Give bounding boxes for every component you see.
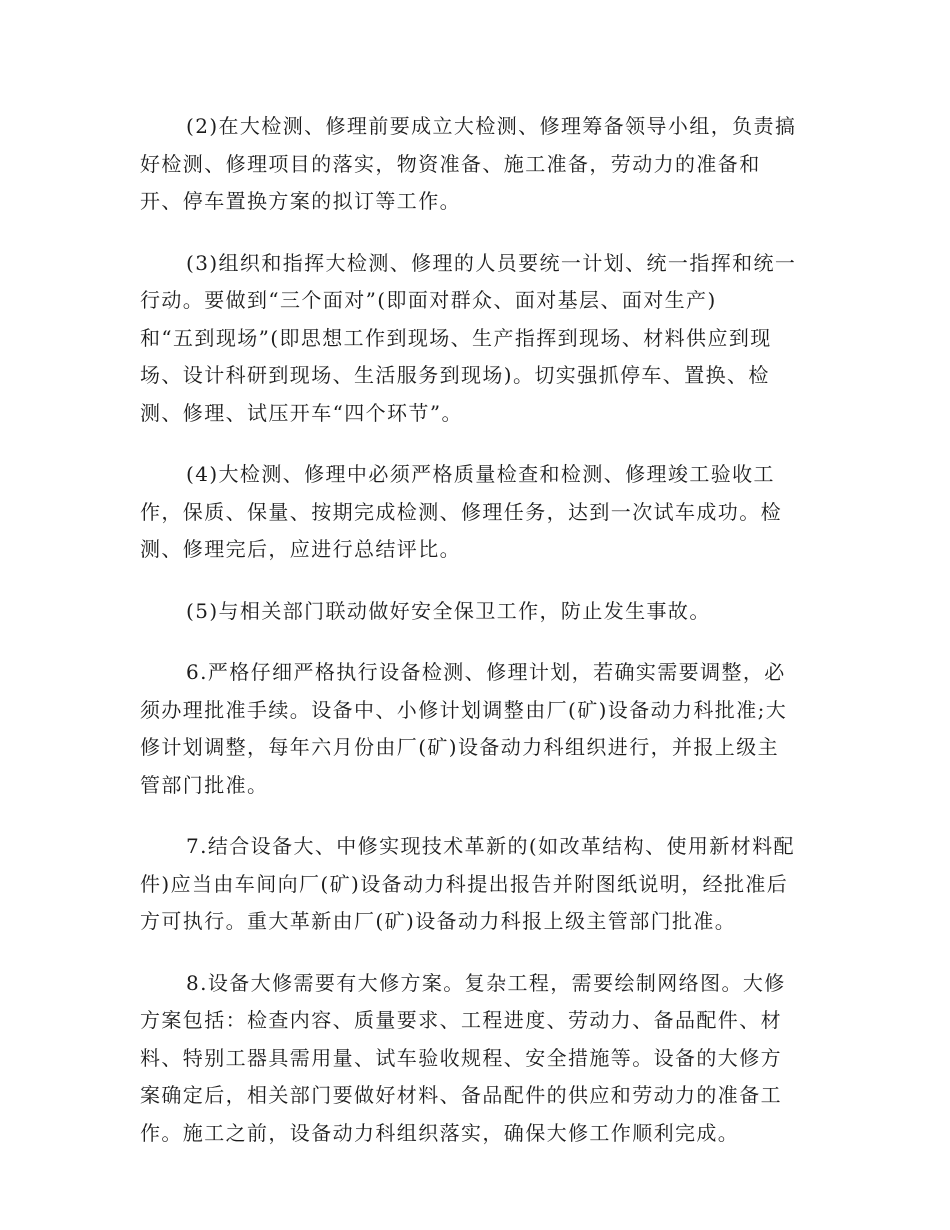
text-line: 6.严格仔细严格执行设备检测、修理计划，若确实需要调整，必 <box>186 660 786 684</box>
text-line: 作，保质、保量、按期完成检测、修理任务，达到一次试车成功。检 <box>140 499 782 524</box>
text-line: 8.设备大修需要有大修方案。复杂工程，需要绘制网络图。大修 <box>186 970 786 995</box>
text-line: 7.结合设备大、中修实现技术革新的(如改革结构、使用新材料配 <box>186 834 795 858</box>
text-line: 测、修理完后，应进行总结评比。 <box>140 537 461 561</box>
text-line: 须办理批准手续。设备中、小修计划调整由厂(矿)设备动力科批准;大 <box>140 697 788 722</box>
text-line: (3)组织和指挥大检测、修理的人员要统一计划、统一指挥和统一 <box>186 250 797 275</box>
paragraph-8-overhaul-plan <box>140 965 800 1153</box>
text-line: 场、设计科研到现场、生活服务到现场)。切实强抓停车、置换、检 <box>140 363 770 387</box>
paragraph-6-plan-adjustment <box>140 654 800 804</box>
text-line: 好检测、修理项目的落实，物资准备、施工准备，劳动力的准备和 <box>140 151 761 176</box>
text-line: 测、修理、试压开车“四个环节”。 <box>140 400 463 425</box>
text-line: 作。施工之前，设备动力科组织落实，确保大修工作顺利完成。 <box>140 1120 740 1145</box>
text-line: 方可执行。重大革新由厂(矿)设备动力科报上级主管部门批准。 <box>140 909 737 933</box>
text-line: 和“五到现场”(即思想工作到现场、生产指挥到现场、材料供应到现 <box>140 325 772 350</box>
text-line: (4)大检测、修理中必须严格质量检查和检测、修理竣工验收工 <box>186 462 775 486</box>
document-body <box>140 108 800 1176</box>
text-line: 案确定后，相关部门要做好材料、备品配件的供应和劳动力的准备工 <box>140 1083 782 1107</box>
text-line: 行动。要做到“三个面对”(即面对群众、面对基层、面对生产) <box>140 288 717 312</box>
text-line: 开、停车置换方案的拟订等工作。 <box>140 189 461 213</box>
text-line: 方案包括：检查内容、质量要求、工程进度、劳动力、备品配件、材 <box>140 1008 782 1032</box>
text-line: 料、特别工器具需用量、试车验收规程、安全措施等。设备的大修方 <box>140 1045 782 1070</box>
paragraph-3-organization <box>140 245 800 433</box>
text-line: 件)应当由车间向厂(矿)设备动力科提出报告并附图纸说明，经批准后 <box>140 871 789 896</box>
paragraph-4-quality <box>140 456 800 569</box>
paragraph-2-preparation <box>140 108 800 221</box>
text-line: (5)与相关部门联动做好安全保卫工作，防止发生事故。 <box>186 598 711 623</box>
text-line: 修计划调整，每年六月份由厂(矿)设备动力科组织进行，并报上级主 <box>140 735 780 759</box>
text-line: (2)在大检测、修理前要成立大检测、修理筹备领导小组，负责搞 <box>186 114 797 138</box>
text-line: 管部门批准。 <box>140 772 269 797</box>
paragraph-5-security <box>140 593 800 631</box>
paragraph-7-innovation <box>140 828 800 941</box>
